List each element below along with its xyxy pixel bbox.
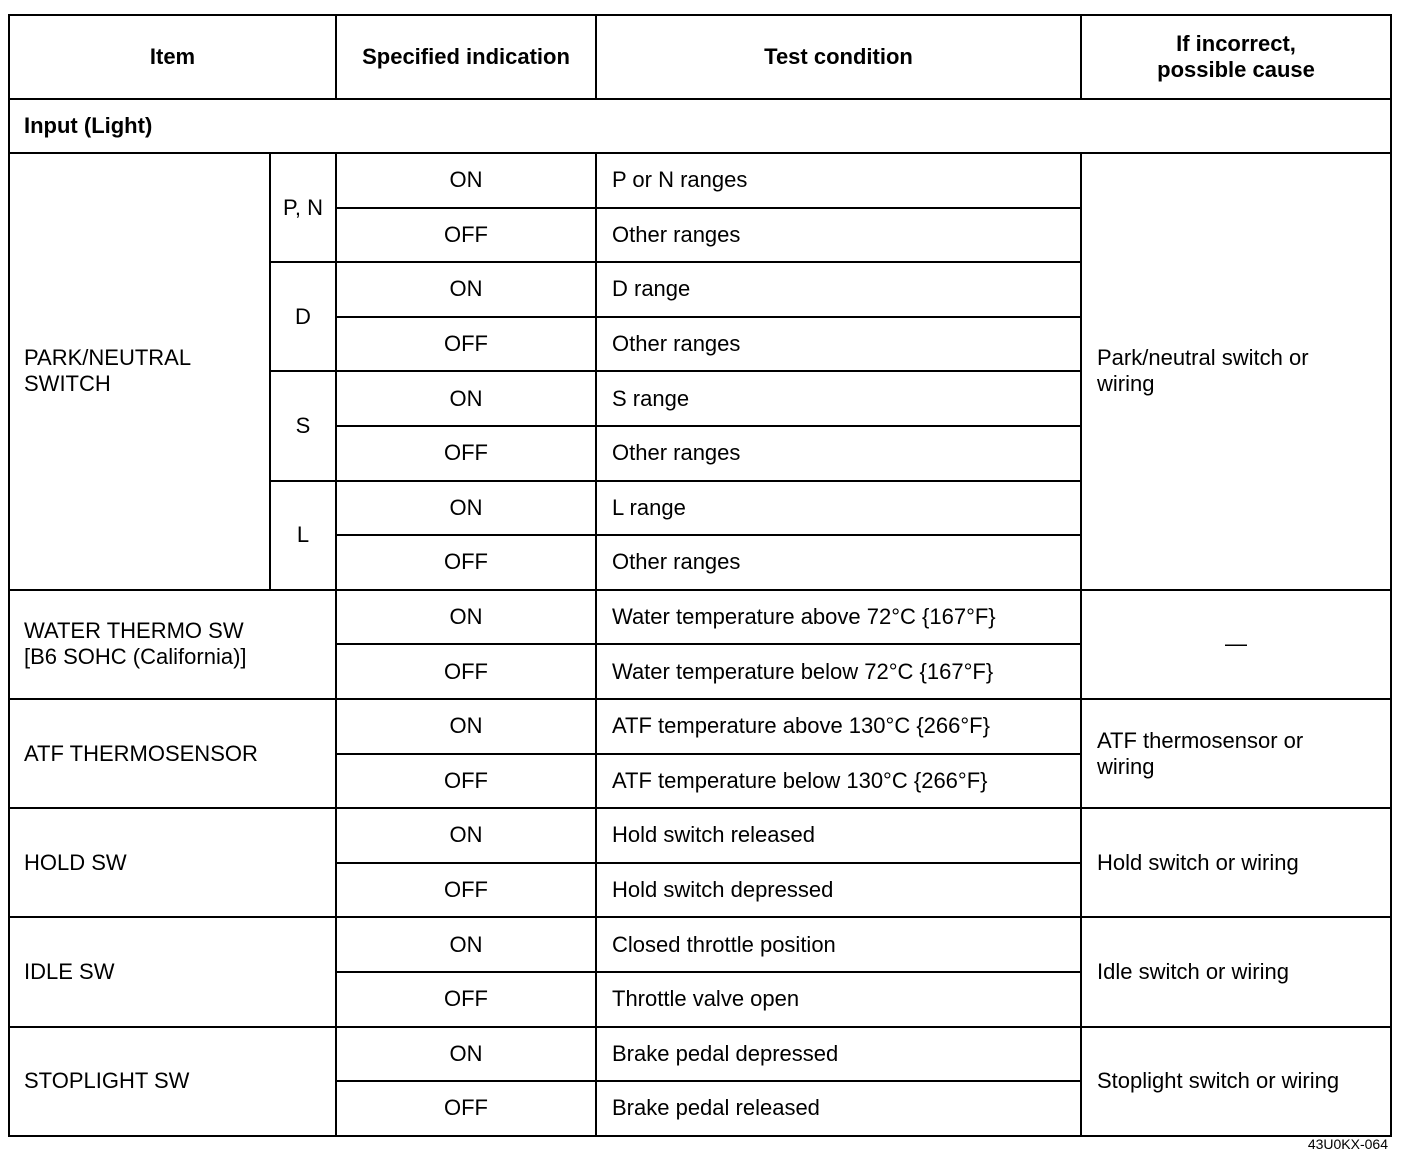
indication: OFF — [336, 535, 596, 590]
test-condition: Brake pedal released — [596, 1081, 1081, 1136]
range-position: L — [270, 481, 336, 590]
header-specified-indication: Specified indication — [336, 15, 596, 99]
test-condition: Throttle valve open — [596, 972, 1081, 1027]
test-condition: P or N ranges — [596, 153, 1081, 208]
header-cause-line-2: possible cause — [1157, 57, 1315, 82]
inspection-table — [8, 14, 1392, 1137]
header-cause-line-1: If incorrect, — [1176, 31, 1296, 56]
indication: ON — [336, 153, 596, 208]
section-title: Input (Light) — [9, 99, 1391, 153]
figure-code: 43U0KX-064 — [1307, 1136, 1388, 1152]
indication: ON — [336, 262, 596, 317]
indication: OFF — [336, 972, 596, 1027]
cause-atf-thermosensor — [1081, 699, 1391, 808]
cause-line-2: wiring — [1097, 371, 1155, 397]
test-condition: Other ranges — [596, 535, 1081, 590]
indication: OFF — [336, 426, 596, 481]
indication: ON — [336, 371, 596, 426]
range-position: D — [270, 262, 336, 371]
range-position: S — [270, 371, 336, 480]
header-possible-cause — [1081, 15, 1391, 99]
test-condition: Other ranges — [596, 317, 1081, 372]
indication: OFF — [336, 208, 596, 263]
item-line-2: [B6 SOHC (California)] — [24, 644, 247, 670]
cause-park-neutral — [1081, 153, 1391, 590]
item-line-2: SWITCH — [24, 371, 111, 397]
table-row — [9, 699, 1391, 754]
cause-line-2: wiring — [1097, 753, 1155, 779]
test-condition: Closed throttle position — [596, 917, 1081, 972]
indication: OFF — [336, 644, 596, 699]
test-condition: D range — [596, 262, 1081, 317]
header-row — [9, 15, 1391, 99]
header-item: Item — [9, 15, 336, 99]
cause-hold-sw: Hold switch or wiring — [1081, 808, 1391, 917]
table-row — [9, 153, 1391, 208]
header-test-condition: Test condition — [596, 15, 1081, 99]
indication: OFF — [336, 754, 596, 809]
range-position: P, N — [270, 153, 336, 262]
table-row — [9, 917, 1391, 972]
test-condition: Other ranges — [596, 208, 1081, 263]
indication: ON — [336, 481, 596, 536]
test-condition: Hold switch depressed — [596, 863, 1081, 918]
indication: OFF — [336, 317, 596, 372]
item-water-thermo-sw — [9, 590, 336, 699]
test-condition: ATF temperature above 130°C {266°F} — [596, 699, 1081, 754]
table-row — [9, 1027, 1391, 1082]
item-park-neutral-switch — [9, 153, 270, 590]
test-condition: Hold switch released — [596, 808, 1081, 863]
cause-stoplight-sw: Stoplight switch or wiring — [1081, 1027, 1391, 1136]
test-condition: Water temperature below 72°C {167°F} — [596, 644, 1081, 699]
test-condition: L range — [596, 481, 1081, 536]
cause-idle-sw: Idle switch or wiring — [1081, 917, 1391, 1026]
section-row — [9, 99, 1391, 153]
cause-line-1: ATF thermosensor or — [1097, 727, 1304, 753]
indication: OFF — [336, 1081, 596, 1136]
cause-line-1: Park/neutral switch or — [1097, 345, 1309, 371]
item-hold-sw: HOLD SW — [9, 808, 336, 917]
item-line-1: WATER THERMO SW — [24, 618, 244, 644]
spec-table-container — [8, 14, 1390, 1133]
indication: ON — [336, 699, 596, 754]
item-atf-thermosensor: ATF THERMOSENSOR — [9, 699, 336, 808]
test-condition: Water temperature above 72°C {167°F} — [596, 590, 1081, 645]
test-condition: Brake pedal depressed — [596, 1027, 1081, 1082]
table-row — [9, 590, 1391, 645]
test-condition: Other ranges — [596, 426, 1081, 481]
item-stoplight-sw: STOPLIGHT SW — [9, 1027, 336, 1136]
indication: ON — [336, 808, 596, 863]
indication: OFF — [336, 863, 596, 918]
indication: ON — [336, 590, 596, 645]
item-line-1: PARK/NEUTRAL — [24, 345, 192, 371]
cause-water-thermo: — — [1081, 590, 1391, 699]
table-row — [9, 808, 1391, 863]
indication: ON — [336, 917, 596, 972]
test-condition: ATF temperature below 130°C {266°F} — [596, 754, 1081, 809]
indication: ON — [336, 1027, 596, 1082]
test-condition: S range — [596, 371, 1081, 426]
item-idle-sw: IDLE SW — [9, 917, 336, 1026]
